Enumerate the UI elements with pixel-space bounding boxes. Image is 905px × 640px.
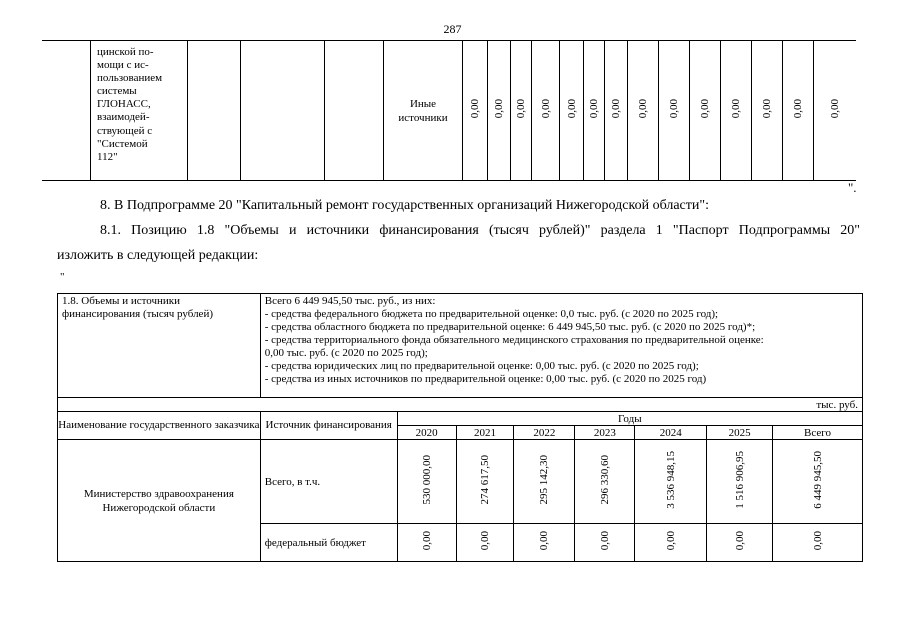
description-line: пользованием [97, 72, 163, 85]
customer-name: Министерство здравоохранения Нижегородской области [58, 440, 261, 562]
funding-value: 1 516 906,95 [733, 451, 746, 509]
source-label: Иные источники [384, 41, 463, 181]
top-table-value: 0,00 [515, 99, 527, 119]
paragraph-1: 8. В Подпрограмме 20 "Капитальный ремонт государственных организаций Нижегородской области": [100, 198, 709, 213]
top-table-value: 0,00 [829, 99, 841, 119]
unit-label: тыс. руб. [58, 398, 863, 412]
page-number: 287 [443, 22, 462, 36]
year-header: 2021 [456, 426, 514, 440]
top-table-value: 0,00 [588, 99, 600, 119]
top-table-value: 0,00 [637, 99, 649, 119]
col-customer-header: Наименование государственного заказчика [58, 412, 261, 440]
opening-quote: " [60, 271, 65, 283]
top-table-value: 0,00 [493, 99, 505, 119]
funding-value: 295 142,30 [538, 455, 551, 505]
closing-quote: ". [848, 180, 857, 195]
col-source-header: Источник финансирования [260, 412, 397, 440]
year-header: Всего [773, 426, 863, 440]
funding-value: 274 617,50 [479, 455, 491, 505]
top-table-value: 0,00 [469, 99, 481, 119]
passport-label: 1.8. Объемы и источники финансирования (тысяч рублей) [58, 294, 261, 398]
passport-line: Всего 6 449 945,50 тыс. руб., из них: [264, 295, 436, 307]
passport-line: - средства юридических лиц по предварительной оценке: 0,00 тыс. руб. (с 2020 по 2025 год); [264, 360, 699, 372]
description-line: цинской по- [97, 46, 154, 58]
top-table-value: 0,00 [730, 99, 742, 119]
description-line: "Системой [97, 137, 148, 150]
year-header: 2020 [397, 426, 456, 440]
top-table [42, 40, 856, 181]
passport-details [260, 294, 862, 398]
funding-source: Всего, в т.ч. [260, 440, 397, 524]
description-line: ГЛОНАСС, [97, 98, 151, 111]
funding-value: 0,00 [664, 531, 677, 551]
passport-line: 0,00 тыс. руб. (с 2020 по 2025 год); [264, 347, 428, 359]
description-line: 112" [97, 150, 118, 163]
top-table-value: 0,00 [761, 99, 773, 119]
funding-value: 0,00 [538, 531, 551, 551]
col-years-header: Годы [397, 412, 862, 426]
funding-value: 6 449 945,50 [811, 451, 824, 509]
passport-line: - средства областного бюджета по предварительной оценке: 6 449 945,50 тыс. руб. (с 2020 по 2025 год)*; [264, 321, 756, 333]
year-header: 2022 [514, 426, 575, 440]
top-table-value: 0,00 [610, 99, 622, 119]
funding-value: 0,00 [811, 531, 824, 551]
top-table-value: 0,00 [792, 99, 804, 119]
passport-line: - средства из иных источников по предварительной оценке: 0,00 тыс. руб. (с 2020 по 2025 год) [264, 373, 707, 385]
description-line: мощи с ис- [97, 59, 149, 72]
paragraph-2-line2: изложить в следующей редакции: [57, 248, 259, 263]
measure-description [91, 41, 188, 181]
funding-value: 0,00 [479, 531, 491, 551]
year-header: 2024 [635, 426, 707, 440]
top-table-value: 0,00 [539, 99, 552, 119]
top-table-value: 0,00 [668, 99, 680, 119]
passport-table [57, 293, 863, 562]
description-line: взаимодей- [97, 111, 150, 124]
funding-value: 0,00 [420, 531, 433, 551]
paragraph-2-line1: 8.1. Позицию 1.8 "Объемы и источники финансирования (тысяч рублей)" раздела 1 "Паспорт Подпрограммы 20" [100, 223, 860, 238]
funding-value: 0,00 [733, 531, 746, 551]
funding-value: 0,00 [598, 531, 611, 551]
funding-value: 530 000,00 [420, 455, 433, 505]
passport-line: - средства территориального фонда обязательного медицинского страхования по предварительной оценке: [264, 334, 764, 346]
top-table-value: 0,00 [699, 99, 711, 119]
funding-source: федеральный бюджет [260, 524, 397, 562]
funding-value: 296 330,60 [598, 455, 611, 505]
description-line: ствующей с [97, 124, 153, 137]
description-line: системы [97, 85, 137, 98]
top-table-value: 0,00 [565, 99, 578, 119]
year-header: 2025 [707, 426, 773, 440]
passport-line: - средства федерального бюджета по предварительной оценке: 0,0 тыс. руб. (с 2020 по 2025 год); [264, 308, 719, 320]
year-header: 2023 [575, 426, 635, 440]
funding-value: 3 536 948,15 [664, 451, 677, 509]
